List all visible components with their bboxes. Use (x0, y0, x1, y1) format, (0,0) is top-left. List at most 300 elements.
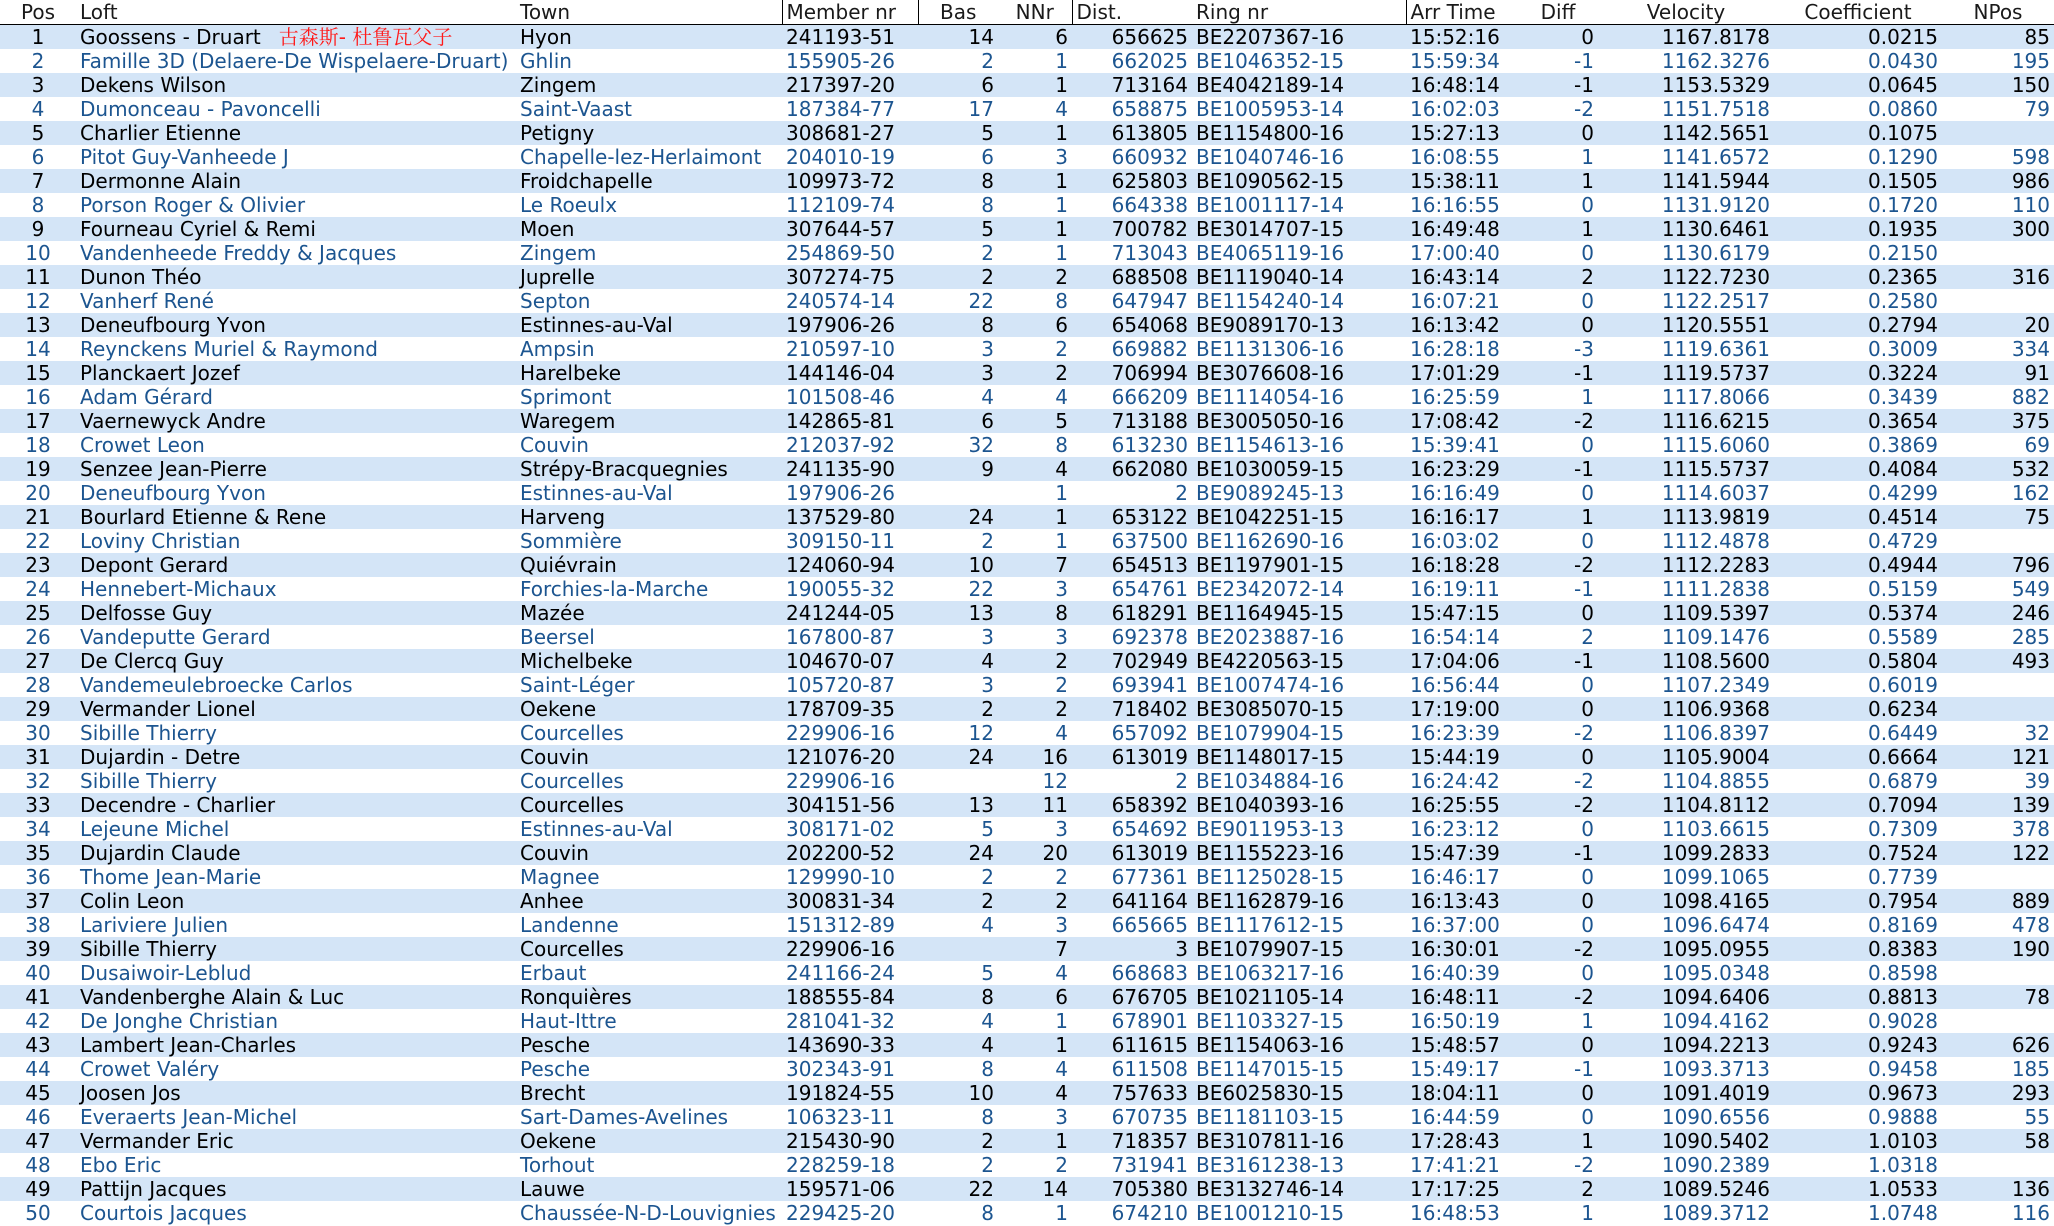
cell-pos: 38 (25, 913, 51, 937)
table-row (0, 1057, 2054, 1081)
cell-nnr: 4 (1055, 1057, 1068, 1081)
cell-dist: 3 (1175, 937, 1188, 961)
cell-bas: 4 (981, 1033, 994, 1057)
cell-arr-time: 16:44:59 (1410, 1105, 1500, 1129)
cell-velocity: 1108.5600 (1661, 649, 1770, 673)
cell-bas: 13 (968, 793, 994, 817)
loft-name: Pitot Guy-Vanheede J (80, 145, 289, 169)
loft-name: Colin Leon (80, 889, 185, 913)
cell-velocity: 1090.6556 (1661, 1105, 1770, 1129)
table-row (0, 577, 2054, 601)
cell-pos: 19 (25, 457, 51, 481)
cell-dist: 669882 (1111, 337, 1188, 361)
cell-loft (76, 1057, 516, 1081)
cell-velocity: 1104.8112 (1661, 793, 1770, 817)
cell-nnr: 8 (1055, 289, 1068, 313)
header-nnr: NNr (998, 0, 1072, 25)
cell-town: Haut-Ittre (520, 1009, 617, 1033)
cell-dist: 653122 (1111, 505, 1188, 529)
cell-arr-time: 16:30:01 (1410, 937, 1500, 961)
loft-name: Porson Roger & Olivier (80, 193, 306, 217)
cell-arr-time: 16:07:21 (1410, 289, 1500, 313)
cell-town: Moen (520, 217, 575, 241)
cell-member-nr: 241244-05 (786, 601, 896, 625)
cell-dist: 678901 (1111, 1009, 1188, 1033)
cell-loft (76, 745, 516, 769)
cell-velocity: 1090.5402 (1661, 1129, 1770, 1153)
cell-arr-time: 17:04:06 (1410, 649, 1500, 673)
cell-pos: 49 (25, 1177, 51, 1201)
cell-velocity: 1113.9819 (1661, 505, 1770, 529)
cell-nnr: 4 (1055, 97, 1068, 121)
cell-velocity: 1114.6037 (1661, 481, 1770, 505)
cell-loft (76, 721, 516, 745)
cell-arr-time: 15:48:57 (1410, 1033, 1500, 1057)
cell-coefficient: 1.0533 (1868, 1177, 1938, 1201)
cell-dist: 705380 (1111, 1177, 1188, 1201)
cell-coefficient: 0.7094 (1868, 793, 1938, 817)
cell-ring-nr: BE1181103-15 (1196, 1105, 1345, 1129)
cell-loft (76, 1105, 516, 1129)
cell-nnr: 3 (1055, 913, 1068, 937)
cell-ring-nr: BE1034884-16 (1196, 769, 1345, 793)
cell-bas: 9 (981, 457, 994, 481)
cell-npos: 121 (2011, 745, 2050, 769)
cell-bas: 8 (981, 1057, 994, 1081)
cell-nnr: 2 (1055, 265, 1068, 289)
cell-loft (76, 409, 516, 433)
cell-bas: 10 (968, 553, 994, 577)
cell-bas: 8 (981, 1201, 994, 1225)
cell-npos: 626 (2011, 1033, 2050, 1057)
cell-velocity: 1167.8178 (1661, 25, 1770, 49)
cell-coefficient: 0.4729 (1868, 529, 1938, 553)
cell-diff: -1 (1574, 361, 1594, 385)
loft-name: Lejeune Michel (80, 817, 230, 841)
cell-nnr: 2 (1055, 1153, 1068, 1177)
header-pos: Pos (0, 0, 76, 25)
cell-arr-time: 16:23:12 (1410, 817, 1500, 841)
loft-name: Crowet Leon (80, 433, 205, 457)
table-row (0, 553, 2054, 577)
cell-nnr: 1 (1055, 241, 1068, 265)
cell-pos: 23 (25, 553, 51, 577)
cell-ring-nr: BE1021105-14 (1196, 985, 1345, 1009)
cell-ring-nr: BE1001117-14 (1196, 193, 1345, 217)
cell-loft (76, 697, 516, 721)
cell-diff: -2 (1574, 553, 1594, 577)
cell-nnr: 1 (1055, 73, 1068, 97)
cell-coefficient: 0.6664 (1868, 745, 1938, 769)
cell-velocity: 1122.7230 (1661, 265, 1770, 289)
cell-loft (76, 1201, 516, 1225)
cell-npos: 79 (2024, 97, 2050, 121)
cell-bas: 2 (981, 265, 994, 289)
cell-arr-time: 16:16:55 (1410, 193, 1500, 217)
cell-loft (76, 265, 516, 289)
cell-coefficient: 0.4514 (1868, 505, 1938, 529)
cell-pos: 4 (31, 97, 45, 121)
cell-coefficient: 1.0318 (1868, 1153, 1938, 1177)
cell-npos: 190 (2011, 937, 2050, 961)
cell-pos: 28 (25, 673, 51, 697)
cell-pos: 12 (25, 289, 51, 313)
cell-nnr: 2 (1055, 865, 1068, 889)
cell-member-nr: 229906-16 (786, 769, 896, 793)
cell-diff: 2 (1581, 625, 1594, 649)
cell-diff: -2 (1574, 409, 1594, 433)
cell-coefficient: 0.3439 (1868, 385, 1938, 409)
header-npos: NPos (1942, 0, 2054, 25)
cell-coefficient: 0.3869 (1868, 433, 1938, 457)
cell-coefficient: 0.5804 (1868, 649, 1938, 673)
cell-npos: 162 (2011, 481, 2050, 505)
loft-name: Vandemeulebroecke Carlos (80, 673, 353, 697)
cell-diff: 0 (1581, 673, 1594, 697)
cell-ring-nr: BE3107811-16 (1196, 1129, 1345, 1153)
cell-nnr: 20 (1042, 841, 1068, 865)
cell-coefficient: 0.5374 (1868, 601, 1938, 625)
cell-ring-nr: BE1119040-14 (1196, 265, 1345, 289)
cell-npos: 195 (2011, 49, 2050, 73)
cell-velocity: 1142.5651 (1661, 121, 1770, 145)
cell-town: Brecht (520, 1081, 586, 1105)
cell-npos: 285 (2011, 625, 2050, 649)
cell-velocity: 1105.9004 (1661, 745, 1770, 769)
cell-dist: 654761 (1111, 577, 1188, 601)
loft-name: Deneufbourg Yvon (80, 481, 266, 505)
cell-nnr: 4 (1055, 457, 1068, 481)
cell-npos: 39 (2024, 769, 2050, 793)
cell-diff: -2 (1574, 985, 1594, 1009)
table-row (0, 1105, 2054, 1129)
cell-town: Chaussée-N-D-Louvignies (520, 1201, 776, 1225)
cell-loft (76, 649, 516, 673)
cell-member-nr: 151312-89 (786, 913, 896, 937)
cell-coefficient: 0.4084 (1868, 457, 1938, 481)
cell-velocity: 1094.2213 (1661, 1033, 1770, 1057)
cell-diff: 0 (1581, 601, 1594, 625)
cell-town: Estinnes-au-Val (520, 817, 673, 841)
cell-nnr: 2 (1055, 697, 1068, 721)
table-row (0, 625, 2054, 649)
cell-arr-time: 15:38:11 (1410, 169, 1500, 193)
cell-ring-nr: BE3076608-16 (1196, 361, 1345, 385)
cell-dist: 670735 (1111, 1105, 1188, 1129)
cell-velocity: 1130.6461 (1661, 217, 1770, 241)
cell-npos: 58 (2024, 1129, 2050, 1153)
cell-velocity: 1095.0955 (1661, 937, 1770, 961)
loft-name: Everaerts Jean-Michel (80, 1105, 298, 1129)
cell-arr-time: 16:54:14 (1410, 625, 1500, 649)
cell-loft (76, 769, 516, 793)
cell-ring-nr: BE3014707-15 (1196, 217, 1345, 241)
cell-town: Courcelles (520, 937, 624, 961)
cell-loft (76, 817, 516, 841)
cell-bas: 2 (981, 697, 994, 721)
cell-arr-time: 17:08:42 (1410, 409, 1500, 433)
cell-pos: 10 (25, 241, 51, 265)
loft-name: Vermander Lionel (80, 697, 256, 721)
cell-loft (76, 793, 516, 817)
loft-name: Vandeputte Gerard (80, 625, 271, 649)
cell-dist: 731941 (1111, 1153, 1188, 1177)
loft-name: Delfosse Guy (80, 601, 213, 625)
cell-arr-time: 15:49:17 (1410, 1057, 1500, 1081)
cell-coefficient: 0.7954 (1868, 889, 1938, 913)
cell-pos: 9 (31, 217, 45, 241)
cell-velocity: 1116.6215 (1661, 409, 1770, 433)
cell-bas: 3 (981, 361, 994, 385)
cell-diff: 0 (1581, 745, 1594, 769)
cell-dist: 666209 (1111, 385, 1188, 409)
header-dist: Dist. (1072, 0, 1192, 25)
table-row (0, 697, 2054, 721)
cell-town: Landenne (520, 913, 619, 937)
cell-diff: 0 (1581, 313, 1594, 337)
cell-nnr: 1 (1055, 529, 1068, 553)
cell-coefficient: 0.5159 (1868, 577, 1938, 601)
cell-coefficient: 0.1720 (1868, 193, 1938, 217)
cell-bas: 5 (981, 217, 994, 241)
cell-pos: 34 (25, 817, 51, 841)
cell-dist: 713043 (1111, 241, 1188, 265)
cell-nnr: 1 (1055, 1009, 1068, 1033)
cell-coefficient: 0.7739 (1868, 865, 1938, 889)
cell-bas: 6 (981, 409, 994, 433)
cell-dist: 656625 (1111, 25, 1188, 49)
loft-name: Sibille Thierry (80, 721, 217, 745)
cell-npos: 796 (2011, 553, 2050, 577)
cell-npos (1942, 697, 2054, 721)
cell-town: Estinnes-au-Val (520, 481, 673, 505)
cell-ring-nr: BE3085070-15 (1196, 697, 1345, 721)
cell-diff: 0 (1581, 865, 1594, 889)
cell-town: Chapelle-lez-Herlaimont (520, 145, 762, 169)
loft-name: Dekens Wilson (80, 73, 227, 97)
cell-coefficient: 0.9888 (1868, 1105, 1938, 1129)
cell-coefficient: 0.0215 (1868, 25, 1938, 49)
cell-dist: 654513 (1111, 553, 1188, 577)
cell-coefficient: 0.9028 (1868, 1009, 1938, 1033)
cell-bas: 4 (981, 385, 994, 409)
cell-pos: 50 (25, 1201, 51, 1225)
cell-town: Oekene (520, 697, 597, 721)
cell-town: Sprimont (520, 385, 612, 409)
cell-pos: 29 (25, 697, 51, 721)
cell-ring-nr: BE1155223-16 (1196, 841, 1345, 865)
cell-coefficient: 0.6234 (1868, 697, 1938, 721)
cell-pos: 41 (25, 985, 51, 1009)
cell-npos: 549 (2011, 577, 2050, 601)
cell-bas (918, 769, 998, 793)
cell-member-nr: 217397-20 (786, 73, 896, 97)
cell-ring-nr: BE2342072-14 (1196, 577, 1345, 601)
header-diff: Diff (1518, 0, 1598, 25)
cell-town: Le Roeulx (520, 193, 618, 217)
cell-town: Couvin (520, 745, 589, 769)
cell-diff: -2 (1574, 769, 1594, 793)
cell-coefficient: 0.7309 (1868, 817, 1938, 841)
cell-pos: 20 (25, 481, 51, 505)
cell-dist: 757633 (1111, 1081, 1188, 1105)
table-row (0, 865, 2054, 889)
cell-dist: 706994 (1111, 361, 1188, 385)
cell-ring-nr: BE1131306-16 (1196, 337, 1345, 361)
cell-bas: 2 (981, 1129, 994, 1153)
cell-town: Sart-Dames-Avelines (520, 1105, 729, 1129)
cell-member-nr: 144146-04 (786, 361, 896, 385)
cell-dist: 677361 (1111, 865, 1188, 889)
cell-member-nr: 204010-19 (786, 145, 896, 169)
cell-loft (76, 889, 516, 913)
cell-ring-nr: BE1042251-15 (1196, 505, 1345, 529)
table-row (0, 337, 2054, 361)
table-row (0, 721, 2054, 745)
cell-npos: 20 (2024, 313, 2050, 337)
cell-coefficient: 0.1290 (1868, 145, 1938, 169)
cell-member-nr: 104670-07 (786, 649, 896, 673)
cell-loft (76, 1009, 516, 1033)
table-row (0, 985, 2054, 1009)
cell-nnr: 3 (1055, 577, 1068, 601)
cell-nnr: 16 (1042, 745, 1068, 769)
cell-coefficient: 0.7524 (1868, 841, 1938, 865)
table-row (0, 265, 2054, 289)
loft-name: Hennebert-Michaux (80, 577, 277, 601)
cell-ring-nr: BE1040746-16 (1196, 145, 1345, 169)
cell-ring-nr: BE3132746-14 (1196, 1177, 1345, 1201)
cell-ring-nr: BE1007474-16 (1196, 673, 1345, 697)
cell-member-nr: 202200-52 (786, 841, 896, 865)
cell-velocity: 1141.5944 (1661, 169, 1770, 193)
cell-arr-time: 16:28:18 (1410, 337, 1500, 361)
cell-arr-time: 16:56:44 (1410, 673, 1500, 697)
cell-ring-nr: BE4042189-14 (1196, 73, 1345, 97)
cell-coefficient: 0.3224 (1868, 361, 1938, 385)
cell-arr-time: 17:41:21 (1410, 1153, 1500, 1177)
table-row (0, 481, 2054, 505)
cell-member-nr: 112109-74 (786, 193, 896, 217)
cell-bas: 2 (981, 49, 994, 73)
cell-npos: 78 (2024, 985, 2050, 1009)
cell-npos (1942, 1153, 2054, 1177)
cell-ring-nr: BE1154240-14 (1196, 289, 1345, 313)
cell-velocity: 1119.5737 (1661, 361, 1770, 385)
cell-pos: 48 (25, 1153, 51, 1177)
cell-ring-nr: BE1154613-16 (1196, 433, 1345, 457)
loft-name: Ebo Eric (80, 1153, 162, 1177)
cell-npos: 598 (2011, 145, 2050, 169)
cell-pos: 8 (31, 193, 45, 217)
cell-npos: 246 (2011, 601, 2050, 625)
cell-town: Saint-Léger (520, 673, 635, 697)
cell-dist: 674210 (1111, 1201, 1188, 1225)
cell-nnr: 4 (1055, 721, 1068, 745)
cell-town: Magnee (520, 865, 600, 889)
cell-npos: 91 (2024, 361, 2050, 385)
cell-npos: 316 (2011, 265, 2050, 289)
loft-name: Charlier Etienne (80, 121, 242, 145)
loft-name: Sibille Thierry (80, 769, 217, 793)
table-row (0, 217, 2054, 241)
cell-npos: 185 (2011, 1057, 2050, 1081)
cell-member-nr: 124060-94 (786, 553, 896, 577)
cell-loft (76, 121, 516, 145)
cell-npos: 882 (2011, 385, 2050, 409)
table-row (0, 529, 2054, 553)
cell-velocity: 1162.3276 (1661, 49, 1770, 73)
cell-bas: 32 (968, 433, 994, 457)
cell-town: Courcelles (520, 769, 624, 793)
loft-name: Dusaiwoir-Leblud (80, 961, 252, 985)
cell-ring-nr: BE1117612-15 (1196, 913, 1345, 937)
cell-town: Saint-Vaast (520, 97, 632, 121)
table-row (0, 1153, 2054, 1177)
table-row (0, 49, 2054, 73)
cell-member-nr: 307274-75 (786, 265, 896, 289)
cell-pos: 46 (25, 1105, 51, 1129)
cell-member-nr: 142865-81 (786, 409, 896, 433)
cell-bas: 24 (968, 505, 994, 529)
cell-nnr: 1 (1055, 1201, 1068, 1225)
cell-pos: 1 (31, 25, 45, 49)
cell-pos: 2 (31, 49, 45, 73)
cell-arr-time: 16:13:43 (1410, 889, 1500, 913)
loft-name: Pattijn Jacques (80, 1177, 227, 1201)
cell-nnr: 7 (1055, 553, 1068, 577)
cell-member-nr: 129990-10 (786, 865, 896, 889)
cell-bas: 2 (981, 529, 994, 553)
cell-bas: 10 (968, 1081, 994, 1105)
cell-velocity: 1096.6474 (1661, 913, 1770, 937)
cell-velocity: 1093.3713 (1661, 1057, 1770, 1081)
cell-arr-time: 16:48:11 (1410, 985, 1500, 1009)
cell-loft (76, 433, 516, 457)
cell-ring-nr: BE1114054-16 (1196, 385, 1345, 409)
cell-bas: 2 (981, 889, 994, 913)
cell-loft (76, 865, 516, 889)
cell-dist: 713188 (1111, 409, 1188, 433)
cell-loft (76, 337, 516, 361)
cell-velocity: 1094.6406 (1661, 985, 1770, 1009)
cell-diff: 0 (1581, 961, 1594, 985)
cell-velocity: 1130.6179 (1661, 241, 1770, 265)
loft-name: De Jonghe Christian (80, 1009, 279, 1033)
cell-town: Septon (520, 289, 591, 313)
cell-pos: 31 (25, 745, 51, 769)
loft-name: Depont Gerard (80, 553, 229, 577)
cell-arr-time: 16:50:19 (1410, 1009, 1500, 1033)
loft-name: Dujardin - Detre (80, 745, 241, 769)
cell-dist: 660932 (1111, 145, 1188, 169)
cell-member-nr: 121076-20 (786, 745, 896, 769)
cell-member-nr: 210597-10 (786, 337, 896, 361)
cell-diff: 0 (1581, 289, 1594, 313)
cell-ring-nr: BE1103327-15 (1196, 1009, 1345, 1033)
cell-pos: 21 (25, 505, 51, 529)
cell-bas: 5 (981, 961, 994, 985)
cell-npos: 334 (2011, 337, 2050, 361)
cell-ring-nr: BE9089245-13 (1196, 481, 1345, 505)
cell-loft (76, 313, 516, 337)
cell-arr-time: 17:00:40 (1410, 241, 1500, 265)
cell-diff: -3 (1574, 337, 1594, 361)
cell-pos: 11 (25, 265, 51, 289)
header-row (0, 0, 2054, 25)
cell-npos (1942, 241, 2054, 265)
cell-member-nr: 241193-51 (786, 25, 896, 49)
